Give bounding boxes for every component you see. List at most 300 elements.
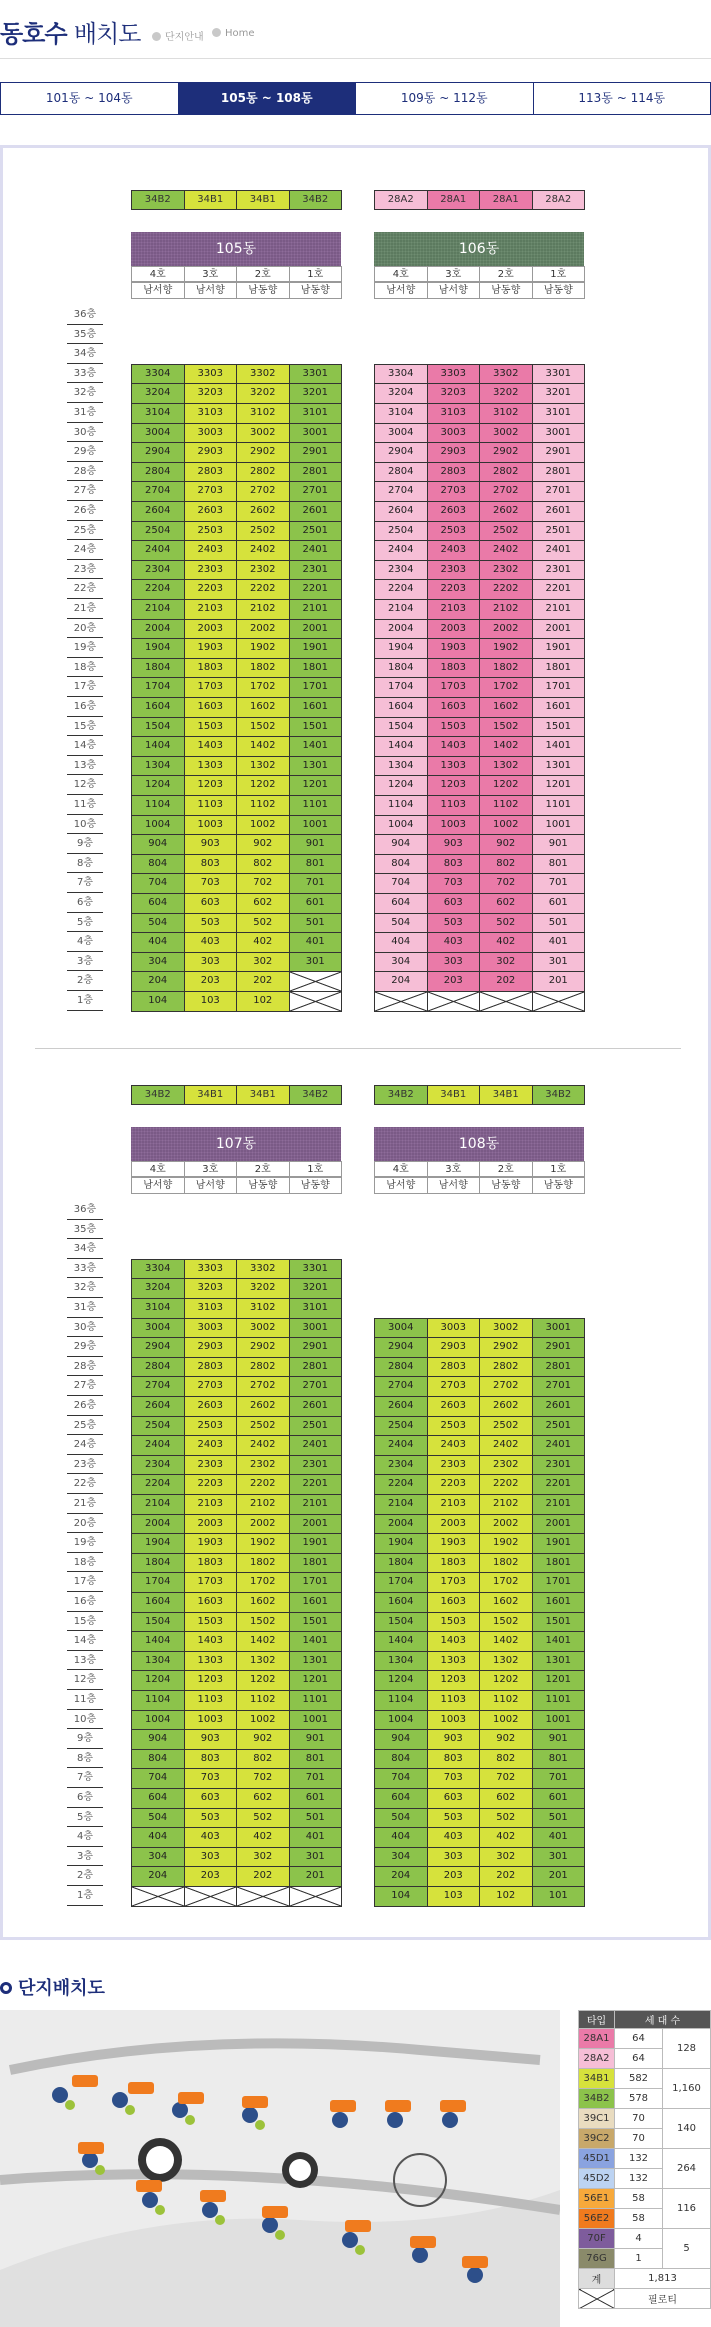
unit-cell[interactable]: 2003	[184, 1514, 238, 1535]
unit-cell[interactable]: 1004	[374, 815, 428, 836]
unit-cell[interactable]: 604	[374, 893, 428, 914]
unit-cell[interactable]: 701	[532, 873, 586, 894]
unit-cell[interactable]: 703	[184, 873, 238, 894]
unit-cell[interactable]: 1203	[184, 775, 238, 796]
unit-cell[interactable]: 1102	[479, 795, 533, 816]
unit-cell[interactable]: 1502	[236, 1612, 290, 1633]
unit-cell[interactable]: 804	[374, 854, 428, 875]
unit-cell[interactable]: 903	[184, 1729, 238, 1750]
unit-cell[interactable]: 802	[236, 854, 290, 875]
unit-cell[interactable]: 3002	[236, 423, 290, 444]
unit-cell[interactable]: 302	[236, 952, 290, 973]
unit-cell[interactable]: 502	[479, 913, 533, 934]
unit-cell[interactable]: 904	[374, 834, 428, 855]
unit-cell[interactable]: 2904	[374, 442, 428, 463]
unit-cell[interactable]: 1801	[289, 1553, 343, 1574]
unit-cell[interactable]: 2603	[427, 501, 481, 522]
unit-cell[interactable]: 2302	[479, 1455, 533, 1476]
unit-cell[interactable]: 3301	[289, 1259, 343, 1280]
unit-cell[interactable]: 704	[131, 873, 185, 894]
unit-cell[interactable]: 3201	[289, 1278, 343, 1299]
unit-cell[interactable]: 501	[289, 913, 343, 934]
unit-cell[interactable]: 3303	[427, 364, 481, 385]
unit-cell[interactable]: 701	[289, 873, 343, 894]
unit-cell[interactable]: 2901	[289, 442, 343, 463]
unit-cell[interactable]: 3101	[289, 403, 343, 424]
tab-113-114[interactable]: 113동 ~ 114동	[534, 83, 711, 114]
unit-cell[interactable]: 3302	[479, 364, 533, 385]
unit-cell[interactable]: 402	[236, 1827, 290, 1848]
unit-cell[interactable]: 1601	[532, 1592, 586, 1613]
unit-cell[interactable]: 1804	[131, 1553, 185, 1574]
unit-cell[interactable]: 1002	[236, 1710, 290, 1731]
unit-cell[interactable]: 1201	[532, 1670, 586, 1691]
unit-cell[interactable]: 1902	[236, 1533, 290, 1554]
breadcrumb-item-home[interactable]: Home	[212, 28, 255, 39]
unit-cell[interactable]: 3003	[427, 423, 481, 444]
unit-cell[interactable]: 2601	[289, 1396, 343, 1417]
unit-cell[interactable]: 1502	[479, 717, 533, 738]
unit-cell[interactable]: 1903	[184, 638, 238, 659]
unit-cell[interactable]: 302	[479, 1847, 533, 1868]
unit-cell[interactable]: 503	[184, 1808, 238, 1829]
unit-cell[interactable]: 704	[131, 1768, 185, 1789]
unit-cell[interactable]: 1401	[532, 736, 586, 757]
unit-cell[interactable]: 1603	[427, 697, 481, 718]
unit-cell[interactable]: 2303	[427, 1455, 481, 1476]
unit-cell[interactable]: 1302	[479, 1651, 533, 1672]
unit-cell[interactable]: 1403	[427, 1631, 481, 1652]
unit-cell[interactable]: 2202	[479, 1474, 533, 1495]
unit-cell[interactable]: 1601	[289, 697, 343, 718]
unit-cell[interactable]: 1701	[532, 1572, 586, 1593]
unit-cell[interactable]: 1602	[479, 1592, 533, 1613]
unit-cell[interactable]: 1301	[532, 756, 586, 777]
unit-cell[interactable]: 1001	[532, 1710, 586, 1731]
unit-cell[interactable]: 2501	[289, 521, 343, 542]
unit-cell[interactable]: 1503	[184, 1612, 238, 1633]
unit-cell[interactable]: 2804	[374, 1357, 428, 1378]
unit-cell[interactable]: 203	[184, 971, 238, 992]
unit-cell[interactable]: 801	[289, 1749, 343, 1770]
unit-cell[interactable]: 1802	[479, 658, 533, 679]
unit-cell[interactable]: 804	[131, 854, 185, 875]
unit-cell[interactable]: 1701	[289, 677, 343, 698]
unit-cell[interactable]: 3302	[236, 364, 290, 385]
unit-cell[interactable]: 2001	[532, 619, 586, 640]
unit-cell[interactable]: 1902	[479, 638, 533, 659]
unit-cell[interactable]: 1003	[427, 1710, 481, 1731]
unit-cell[interactable]: 502	[236, 1808, 290, 1829]
unit-cell[interactable]: 703	[427, 873, 481, 894]
unit-cell[interactable]: 401	[532, 1827, 586, 1848]
unit-cell[interactable]: 1404	[131, 1631, 185, 1652]
unit-cell[interactable]: 2704	[131, 481, 185, 502]
unit-cell[interactable]: 3202	[236, 1278, 290, 1299]
unit-cell[interactable]: 2102	[236, 1494, 290, 1515]
unit-cell[interactable]: 3301	[289, 364, 343, 385]
unit-cell[interactable]: 703	[184, 1768, 238, 1789]
unit-cell[interactable]: 2102	[236, 599, 290, 620]
unit-cell[interactable]: 3104	[131, 1298, 185, 1319]
unit-cell[interactable]: 2902	[236, 442, 290, 463]
unit-cell[interactable]: 1801	[289, 658, 343, 679]
unit-cell[interactable]: 1504	[374, 1612, 428, 1633]
unit-cell[interactable]: 1104	[374, 795, 428, 816]
unit-cell[interactable]: 2304	[374, 560, 428, 581]
unit-cell[interactable]: 501	[532, 1808, 586, 1829]
tab-109-112[interactable]: 109동 ~ 112동	[356, 83, 534, 114]
unit-cell[interactable]: 2002	[479, 1514, 533, 1535]
unit-cell[interactable]: 2101	[289, 1494, 343, 1515]
unit-cell[interactable]: 401	[289, 1827, 343, 1848]
unit-cell[interactable]: 1301	[289, 756, 343, 777]
unit-cell[interactable]: 2801	[289, 1357, 343, 1378]
unit-cell[interactable]: 1302	[236, 1651, 290, 1672]
unit-cell[interactable]: 503	[427, 913, 481, 934]
unit-cell[interactable]: 601	[289, 893, 343, 914]
unit-cell[interactable]: 1102	[479, 1690, 533, 1711]
unit-cell[interactable]: 2401	[289, 1435, 343, 1456]
unit-cell[interactable]: 1001	[289, 815, 343, 836]
unit-cell[interactable]: 3002	[236, 1318, 290, 1339]
unit-cell[interactable]: 2301	[532, 560, 586, 581]
unit-cell[interactable]: 3304	[374, 364, 428, 385]
unit-cell[interactable]: 2003	[184, 619, 238, 640]
unit-cell[interactable]: 2403	[427, 1435, 481, 1456]
unit-cell[interactable]: 2903	[184, 442, 238, 463]
unit-cell[interactable]: 402	[479, 1827, 533, 1848]
unit-cell[interactable]: 2504	[374, 1416, 428, 1437]
unit-cell[interactable]: 603	[427, 893, 481, 914]
unit-cell[interactable]: 102	[479, 1886, 533, 1907]
unit-cell[interactable]: 3303	[184, 1259, 238, 1280]
unit-cell[interactable]: 3001	[289, 423, 343, 444]
tab-105-108[interactable]: 105동 ~ 108동	[179, 83, 357, 114]
unit-cell[interactable]: 402	[236, 932, 290, 953]
unit-cell[interactable]: 3204	[131, 383, 185, 404]
unit-cell[interactable]: 104	[374, 1886, 428, 1907]
unit-cell[interactable]: 303	[184, 1847, 238, 1868]
unit-cell[interactable]: 2203	[427, 579, 481, 600]
unit-cell[interactable]: 2004	[374, 619, 428, 640]
unit-cell[interactable]: 2004	[131, 1514, 185, 1535]
unit-cell[interactable]: 1202	[479, 775, 533, 796]
unit-cell[interactable]: 1703	[427, 677, 481, 698]
unit-cell[interactable]: 3103	[184, 403, 238, 424]
unit-cell[interactable]: 2103	[427, 1494, 481, 1515]
unit-cell[interactable]: 1504	[374, 717, 428, 738]
unit-cell[interactable]: 2004	[374, 1514, 428, 1535]
unit-cell[interactable]: 804	[374, 1749, 428, 1770]
unit-cell[interactable]: 3103	[184, 1298, 238, 1319]
unit-cell[interactable]: 2301	[289, 560, 343, 581]
unit-cell[interactable]: 2103	[184, 1494, 238, 1515]
unit-cell[interactable]: 1501	[532, 717, 586, 738]
unit-cell[interactable]: 2502	[479, 1416, 533, 1437]
unit-cell[interactable]: 903	[184, 834, 238, 855]
unit-cell[interactable]: 2302	[236, 560, 290, 581]
tab-101-104[interactable]: 101동 ~ 104동	[1, 83, 179, 114]
unit-cell[interactable]: 2904	[131, 1337, 185, 1358]
unit-cell[interactable]: 1003	[184, 815, 238, 836]
unit-cell[interactable]: 1202	[236, 775, 290, 796]
unit-cell[interactable]: 103	[184, 991, 238, 1012]
unit-cell[interactable]: 2903	[427, 1337, 481, 1358]
unit-cell[interactable]: 3001	[289, 1318, 343, 1339]
unit-cell[interactable]: 1002	[479, 815, 533, 836]
unit-cell[interactable]: 1401	[532, 1631, 586, 1652]
unit-cell[interactable]: 704	[374, 1768, 428, 1789]
unit-cell[interactable]: 1802	[236, 658, 290, 679]
unit-cell[interactable]: 2102	[479, 599, 533, 620]
unit-cell[interactable]: 304	[131, 1847, 185, 1868]
unit-cell[interactable]: 2802	[236, 462, 290, 483]
unit-cell[interactable]: 1402	[236, 1631, 290, 1652]
unit-cell[interactable]: 3201	[532, 383, 586, 404]
unit-cell[interactable]: 2703	[427, 1376, 481, 1397]
unit-cell[interactable]: 1801	[532, 1553, 586, 1574]
unit-cell[interactable]: 2604	[131, 1396, 185, 1417]
unit-cell[interactable]: 2201	[289, 579, 343, 600]
unit-cell[interactable]: 803	[427, 1749, 481, 1770]
unit-cell[interactable]: 3204	[131, 1278, 185, 1299]
unit-cell[interactable]: 1202	[479, 1670, 533, 1691]
unit-cell[interactable]: 1504	[131, 1612, 185, 1633]
unit-cell[interactable]: 2201	[532, 1474, 586, 1495]
unit-cell[interactable]: 1604	[374, 1592, 428, 1613]
unit-cell[interactable]: 1401	[289, 1631, 343, 1652]
unit-cell[interactable]: 1802	[236, 1553, 290, 1574]
unit-cell[interactable]: 2501	[532, 521, 586, 542]
unit-cell[interactable]: 203	[427, 1866, 481, 1887]
unit-cell[interactable]: 503	[427, 1808, 481, 1829]
unit-cell[interactable]: 1603	[184, 1592, 238, 1613]
unit-cell[interactable]: 2902	[236, 1337, 290, 1358]
unit-cell[interactable]: 1903	[427, 1533, 481, 1554]
unit-cell[interactable]: 2502	[479, 521, 533, 542]
unit-cell[interactable]: 2204	[374, 1474, 428, 1495]
unit-cell[interactable]: 2301	[289, 1455, 343, 1476]
unit-cell[interactable]: 802	[236, 1749, 290, 1770]
unit-cell[interactable]: 404	[374, 1827, 428, 1848]
unit-cell[interactable]: 2404	[374, 540, 428, 561]
unit-cell[interactable]: 3102	[236, 403, 290, 424]
unit-cell[interactable]: 202	[479, 1866, 533, 1887]
unit-cell[interactable]: 2601	[289, 501, 343, 522]
unit-cell[interactable]: 3304	[131, 1259, 185, 1280]
unit-cell[interactable]: 2901	[289, 1337, 343, 1358]
unit-cell[interactable]: 2204	[374, 579, 428, 600]
unit-cell[interactable]: 403	[427, 1827, 481, 1848]
unit-cell[interactable]: 1301	[532, 1651, 586, 1672]
unit-cell[interactable]: 1604	[131, 1592, 185, 1613]
unit-cell[interactable]: 702	[479, 873, 533, 894]
unit-cell[interactable]: 1101	[532, 795, 586, 816]
unit-cell[interactable]: 504	[131, 1808, 185, 1829]
unit-cell[interactable]: 2302	[236, 1455, 290, 1476]
unit-cell[interactable]: 3204	[374, 383, 428, 404]
unit-cell[interactable]: 2703	[427, 481, 481, 502]
unit-cell[interactable]: 204	[131, 971, 185, 992]
unit-cell[interactable]: 603	[184, 893, 238, 914]
unit-cell[interactable]: 1804	[374, 1553, 428, 1574]
unit-cell[interactable]: 704	[374, 873, 428, 894]
unit-cell[interactable]: 2502	[236, 521, 290, 542]
unit-cell[interactable]: 103	[427, 1886, 481, 1907]
unit-cell[interactable]: 1404	[374, 736, 428, 757]
unit-cell[interactable]: 2603	[184, 501, 238, 522]
unit-cell[interactable]: 1601	[532, 697, 586, 718]
unit-cell[interactable]: 2703	[184, 481, 238, 502]
unit-cell[interactable]: 2104	[131, 599, 185, 620]
unit-cell[interactable]: 702	[236, 1768, 290, 1789]
unit-cell[interactable]: 1703	[184, 1572, 238, 1593]
unit-cell[interactable]: 1004	[131, 815, 185, 836]
unit-cell[interactable]: 2704	[374, 481, 428, 502]
unit-cell[interactable]: 2103	[184, 599, 238, 620]
unit-cell[interactable]: 1203	[427, 775, 481, 796]
unit-cell[interactable]: 2603	[427, 1396, 481, 1417]
unit-cell[interactable]: 2604	[374, 501, 428, 522]
unit-cell[interactable]: 2702	[236, 1376, 290, 1397]
unit-cell[interactable]: 502	[479, 1808, 533, 1829]
unit-cell[interactable]: 1704	[374, 1572, 428, 1593]
unit-cell[interactable]: 2304	[131, 560, 185, 581]
unit-cell[interactable]: 801	[289, 854, 343, 875]
unit-cell[interactable]: 1803	[427, 658, 481, 679]
unit-cell[interactable]: 904	[374, 1729, 428, 1750]
unit-cell[interactable]: 504	[374, 1808, 428, 1829]
unit-cell[interactable]: 303	[184, 952, 238, 973]
unit-cell[interactable]: 904	[131, 834, 185, 855]
unit-cell[interactable]: 304	[131, 952, 185, 973]
unit-cell[interactable]: 2702	[236, 481, 290, 502]
unit-cell[interactable]: 2404	[374, 1435, 428, 1456]
unit-cell[interactable]: 2304	[374, 1455, 428, 1476]
unit-cell[interactable]: 2504	[374, 521, 428, 542]
unit-cell[interactable]: 3202	[236, 383, 290, 404]
unit-cell[interactable]: 1102	[236, 795, 290, 816]
unit-cell[interactable]: 1001	[532, 815, 586, 836]
unit-cell[interactable]: 1104	[131, 1690, 185, 1711]
unit-cell[interactable]: 2002	[236, 619, 290, 640]
unit-cell[interactable]: 1203	[184, 1670, 238, 1691]
unit-cell[interactable]: 1803	[184, 658, 238, 679]
unit-cell[interactable]: 503	[184, 913, 238, 934]
unit-cell[interactable]: 2901	[532, 1337, 586, 1358]
unit-cell[interactable]: 3202	[479, 383, 533, 404]
unit-cell[interactable]: 3001	[532, 1318, 586, 1339]
unit-cell[interactable]: 1303	[184, 756, 238, 777]
unit-cell[interactable]: 2503	[427, 1416, 481, 1437]
unit-cell[interactable]: 902	[479, 1729, 533, 1750]
unit-cell[interactable]: 1203	[427, 1670, 481, 1691]
unit-cell[interactable]: 1701	[289, 1572, 343, 1593]
unit-cell[interactable]: 3102	[479, 403, 533, 424]
unit-cell[interactable]: 1403	[184, 736, 238, 757]
unit-cell[interactable]: 2901	[532, 442, 586, 463]
unit-cell[interactable]: 1503	[184, 717, 238, 738]
unit-cell[interactable]: 301	[289, 1847, 343, 1868]
unit-cell[interactable]: 1102	[236, 1690, 290, 1711]
unit-cell[interactable]: 1004	[131, 1710, 185, 1731]
unit-cell[interactable]: 1104	[374, 1690, 428, 1711]
unit-cell[interactable]: 302	[236, 1847, 290, 1868]
unit-cell[interactable]: 801	[532, 854, 586, 875]
unit-cell[interactable]: 2503	[184, 1416, 238, 1437]
unit-cell[interactable]: 1801	[532, 658, 586, 679]
unit-cell[interactable]: 1304	[374, 1651, 428, 1672]
unit-cell[interactable]: 602	[479, 1788, 533, 1809]
unit-cell[interactable]: 2201	[289, 1474, 343, 1495]
unit-cell[interactable]: 104	[131, 991, 185, 1012]
unit-cell[interactable]: 102	[236, 991, 290, 1012]
unit-cell[interactable]: 1002	[479, 1710, 533, 1731]
unit-cell[interactable]: 701	[532, 1768, 586, 1789]
unit-cell[interactable]: 1601	[289, 1592, 343, 1613]
unit-cell[interactable]: 2701	[532, 481, 586, 502]
unit-cell[interactable]: 2103	[427, 599, 481, 620]
unit-cell[interactable]: 2001	[289, 619, 343, 640]
unit-cell[interactable]: 1804	[131, 658, 185, 679]
unit-cell[interactable]: 2804	[131, 462, 185, 483]
unit-cell[interactable]: 601	[532, 1788, 586, 1809]
unit-cell[interactable]: 2303	[427, 560, 481, 581]
unit-cell[interactable]: 1402	[236, 736, 290, 757]
unit-cell[interactable]: 1303	[427, 1651, 481, 1672]
unit-cell[interactable]: 1404	[374, 1631, 428, 1652]
unit-cell[interactable]: 3001	[532, 423, 586, 444]
unit-cell[interactable]: 803	[184, 854, 238, 875]
unit-cell[interactable]: 1602	[236, 1592, 290, 1613]
unit-cell[interactable]: 1201	[289, 775, 343, 796]
unit-cell[interactable]: 2602	[236, 501, 290, 522]
unit-cell[interactable]: 204	[374, 971, 428, 992]
unit-cell[interactable]: 2301	[532, 1455, 586, 1476]
unit-cell[interactable]: 2502	[236, 1416, 290, 1437]
unit-cell[interactable]: 1703	[184, 677, 238, 698]
unit-cell[interactable]: 3003	[184, 1318, 238, 1339]
unit-cell[interactable]: 3102	[236, 1298, 290, 1319]
unit-cell[interactable]: 2202	[236, 1474, 290, 1495]
unit-cell[interactable]: 1001	[289, 1710, 343, 1731]
unit-cell[interactable]: 2401	[289, 540, 343, 561]
unit-cell[interactable]: 2203	[184, 579, 238, 600]
unit-cell[interactable]: 2601	[532, 501, 586, 522]
unit-cell[interactable]: 501	[289, 1808, 343, 1829]
unit-cell[interactable]: 2803	[427, 1357, 481, 1378]
unit-cell[interactable]: 101	[532, 1886, 586, 1907]
unit-cell[interactable]: 703	[427, 1768, 481, 1789]
unit-cell[interactable]: 2002	[236, 1514, 290, 1535]
unit-cell[interactable]: 401	[289, 932, 343, 953]
unit-cell[interactable]: 1402	[479, 1631, 533, 1652]
unit-cell[interactable]: 903	[427, 1729, 481, 1750]
unit-cell[interactable]: 1503	[427, 1612, 481, 1633]
unit-cell[interactable]: 1603	[184, 697, 238, 718]
unit-cell[interactable]: 2504	[131, 521, 185, 542]
unit-cell[interactable]: 203	[184, 1866, 238, 1887]
unit-cell[interactable]: 2803	[184, 1357, 238, 1378]
unit-cell[interactable]: 1702	[236, 1572, 290, 1593]
unit-cell[interactable]: 201	[289, 1866, 343, 1887]
unit-cell[interactable]: 1603	[427, 1592, 481, 1613]
unit-cell[interactable]: 2704	[374, 1376, 428, 1397]
unit-cell[interactable]: 202	[236, 1866, 290, 1887]
unit-cell[interactable]: 504	[374, 913, 428, 934]
unit-cell[interactable]: 404	[374, 932, 428, 953]
